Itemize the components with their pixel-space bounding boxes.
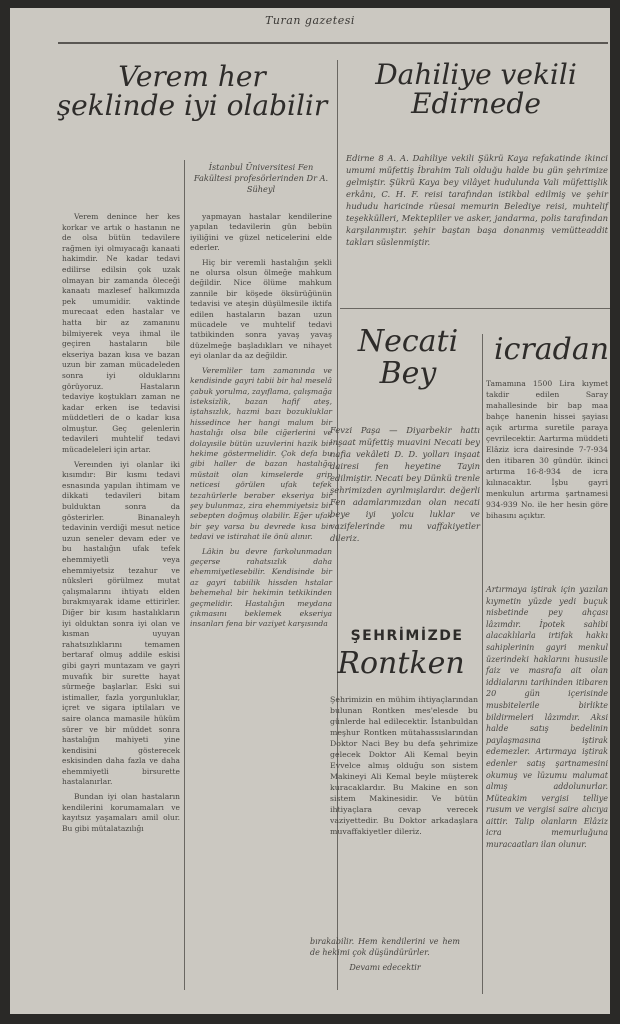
rontken-headline: Rontken xyxy=(337,646,465,681)
rontken-body: Şehrimizin en mühim ihtiyaçlarından bulunan Rontken mes'elesde bu günlerde hal edilecektir. İstanbuldan meşhur Rontken mütahassıslarından Doktor Naci Bey bu defa şehrimize gelecek Doktor Ali Kemal beyin Evvelce almış olduğu son sistem Makineyi Ali Kemal beyle müşterek kuracaklardır. Bu Makine en son sistem Makinesidir. Ve bütün ihtiyaçlara cevap verecek vaziyettedir. Bu Doktor arkadaşlara muvaffakiyetler dileriz. xyxy=(330,695,478,836)
dahiliye-bottom-rule xyxy=(340,308,610,309)
necati-body: Fevzi Paşa — Diyarbekir hattı inşaat müfettiş muavini Necati bey nafia vekâleti D. D. yolları inşaat dairesi fen heyetine Tayin edilmiştir. Necati bey Dünkü trenle şehrimizden ayrılmışlardır. değerli Fen adamlarımızdan olan necati beye iyi yolcu luklar ve vazifelerinde mu vaffakiyetler dileriz. xyxy=(330,425,480,543)
verem-paragraph: Veremliler tam zamanında ve kendisinde gayri tabii bir hal meselâ çabuk yorulma, zayıflama, çalışmağa isteksizlik, bazan hafif ateş, iştahsızlık, hazmi bazı bozukluklar hissedince her hangi malum bir hastalığı olsa bile ciğerlerini ve dolayısile bütün uzuvlerini hazik bir hekime göstermelidir. Çok defa bu gibi haller de bazan hastalığa müstait olan kimselerde grip neticesi görülen ufak tefek tezahürlerle beraber ekseriya bir şey bulunmaz, zira ehemmiyetsiz bir sebepten doğmuş olabilir. Eğer ufak bir şey varsa bu devrede kısa bir tedavi ve istirahat ile önü alınır. xyxy=(190,365,332,542)
verem-headline: Verem her şeklinde iyi olabilir xyxy=(56,60,328,123)
dahiliye-body: Edirne 8 A. A. Dahiliye vekili Şükrü Kaya refakatinde ikinci umumi müfettiş İbrahim Tali olduğu halde bu gün şehrimize gelmiştir. Şükrü Kaya bey vilâyet hudulunda Vali müfettişlik erkânı, C. H. F. reisi tarafından istikbal edilmiş ve şehir hududu haricinde rüesai memurin Belediye reisi, muhtelif teşekkülleri, Mektepliler ve asker, jandarma, polis tarafından karşılanmıştır. şehir baştan başa donanmış vemütteaddit takları süslenmiştir. xyxy=(346,153,608,247)
verem-paragraph: yapmayan hastalar kendilerine yapılan tedavilerin gün bebün iyiliğini ve güzel neticelerini elde ederler. xyxy=(190,212,332,253)
header-rule xyxy=(58,42,608,44)
verem-continued-note: Devamı edecektir xyxy=(349,963,421,972)
verem-paragraph: Lâkin bu devre farkolunmadan geçerse rahatsızlık daha ehemmiyetlesebilir. Kendisinde bir az gayri tabiilik hissden hstalar behemehal bir hekimin tetkikinden geçmelidir. Hastalığın meydana çıkmasını beklemek ekseriya insanları fena bir vaziyet karşısında xyxy=(190,546,332,629)
icradan-body: Tamamına 1500 Lira kıymet takdir edilen Saray mahallesinde bir bap maa bahçe hanenin hissei şayiası açık artırma suretile paraya çevrilecektir. Aartırma müddeti Elâziz icra dairesinde 7-7-934 den itibaren 30 gündür. ikinci artırma 16-8-934 de icra kılınacaktır. İşbu gayri menkulun artırma şartnamesi 934-939 No. ile her hesin göre bihasını açıktır. xyxy=(486,379,608,520)
newspaper-page xyxy=(10,8,610,1014)
verem-column-2 xyxy=(190,212,332,634)
rontken-kicker: ŞEHRİMİZDE xyxy=(350,628,464,644)
verem-continuation xyxy=(310,936,460,973)
column-divider-right xyxy=(482,334,483,994)
necati-headline: Necati Bey xyxy=(357,324,459,391)
verem-byline: İstanbul Üniversitesi Fen Fakültesi profesörlerinden Dr A. Süheyl xyxy=(193,162,329,194)
verem-paragraph: Vereınden iyi olanlar iki kısımdır: Bir kısmı tedavi esnasında yapılan ihtimam ve dikkati tedavileri bitam bulduktan sonra da gösterirler. Binanaleyh tedavinin verdiği mesut netice uzun seneler devam eder ve bu hastalığın ufak tefek ehemmiyetli veya ehemmiyetsiz tezahur ve nüksleri görülmez mutat çalışmalarını ihtiyatı elden bırakmıyarak idame ettirirler. Diğer bir kısım hastalıkların iyi olduktan sonra iyi olan ve kısman uyuyan rahatsızlıklarını temamen bertaraf olmuş addile eskisi gibi gayri muntazam ve gayri muvafık bir surette hayat sürmeğe başlarlar. Eski sui istimaller, fazla yorgunluklar, içret ve sigara iptilaları ve saire olanca mamasile hüküm sürer ve bir müddet sonra hastalığın mahiyeti yine kendisini gösterecek eskisinden daha fazla ve daha ehemmiyetli birsurette hastalanırlar. xyxy=(62,459,180,787)
column-divider-left xyxy=(184,160,185,990)
verem-paragraph: Hiç bir veremli hastalığın şekli ne olursa olsun ölmeğe mahkum değildir. Nice ölüme mahkum zannile bir köşede öksürüğünün tedavisi ve ateşin düşülmesile iktifa edilen hastaların bazan uzun mücadele ve muhtelif tedavi tatbikinden sonra yavaş yavaş düzelmeğe başladıkları ve nihayet eyi olanlar da az değildir. xyxy=(190,257,332,361)
icradan-headline: icradan xyxy=(494,332,610,367)
verem-paragraph: Verem denince her kes korkar ve artık o hastanın ne de olsa bütün tedavilere rağmen iyi olmıyacağı kanaati hakimdir. Ne kadar tedavi edilirse edilsin çok uzak olmayan bir zamanda öleceği kanaatı mazlesef halkımızda pek umumidir. vaktinde murecaat eden hastalar ve hatta bir az zamanınu bilmiyerek veya ihmal ile geçiren hastaların bile ekseriya bazan kısa ve bazan uzun bir zaman mücadeleden sonra iyi olduklarını görüyoruz. Hastaların tedaviye koştukları zaman ne kadar erken ise tedavisi müddetleri de o kadar kısa olmuştur. Geç gelenlerin tedavileri muhtelif tedavi mücadeleleri için artar. xyxy=(62,212,180,455)
verem-continuation-text: bırakabilir. Hem kendilerini ve hem de hekimi çok düşündürürler. xyxy=(310,937,460,957)
verem-column-1 xyxy=(62,212,180,838)
verem-paragraph: Bundan iyi olan hastaların kendilerini korumamaları ve kayıtsız yaşamaları amil olur. Bu gibi mütalatazılığı xyxy=(62,792,180,833)
dahiliye-headline: Dahiliye vekili Edirnede xyxy=(375,58,577,121)
icradan-body-italic: Artırmaya iştirak için yazılan kıymetin yüzde yedi buçuk nisbetinde pey ahçası lâzımdır. İpotek sahibi alacaklılarla irtifak hakkı sahiplerinin gayri menkul üzerindeki haklarını hususile faiz ve masrafa ait olan iddialarını tarihinden itibaren 20 gün içerisinde musbitelerile birlikte bildirmeleri lâzımdır. Aksi halde satış bedelinin paylaşmasına iştirak edemezler. Artırmaya iştirak edenler satış şartnamesini okumuş ve lüzumu malumat almış addolunurlar. Müteakim vergisi telliye rusum ve vergisi saire alıcıya aittir. Talip olanların Elâziz icra memurluğuna muracaatları ilan olunur. xyxy=(486,585,608,850)
newspaper-title: Turan gazetesi xyxy=(265,14,355,27)
